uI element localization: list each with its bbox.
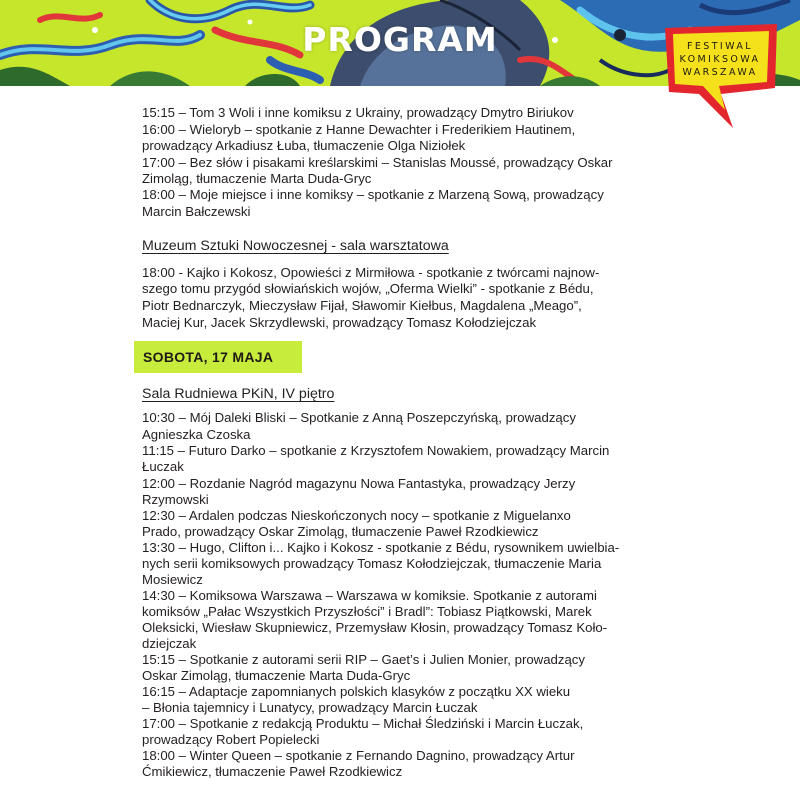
program-line: 18:00 - Kajko i Kokosz, Opowieści z Mirmiłowa - spotkanie z twórcami najnow- <box>142 265 600 280</box>
program-line: Agnieszka Czoska <box>142 427 251 442</box>
program-line: Rzymowski <box>142 492 209 507</box>
program-line: nych serii komiksowych prowadzący Tomasz Kołodziejczak, tłumaczenie Maria <box>142 556 602 571</box>
program-line: 12:30 – Ardalen podczas Nieskończonych nocy – spotkanie z Miguelanxo <box>142 508 571 523</box>
program-line: 14:30 – Komiksowa Warszawa – Warszawa w komiksie. Spotkanie z autorami <box>142 588 597 603</box>
program-line: Prado, prowadzący Oskar Zimoląg, tłumaczenie Paweł Rzodkiewicz <box>142 524 539 539</box>
program-line: 17:00 – Bez słów i pisakami kreślarskimi – Stanislas Moussé, prowadzący Oskar <box>142 155 613 170</box>
program-line: 18:00 – Moje miejsce i inne komiksy – spotkanie z Marzeną Sową, prowadzący <box>142 187 604 202</box>
program-line: 13:30 – Hugo, Clifton i... Kajko i Kokosz - spotkanie z Bédu, rysownikem uwielbia- <box>142 540 620 555</box>
venue-heading: Muzeum Sztuki Nowoczesnej - sala warsztatowa <box>142 238 449 254</box>
program-line: prowadzący Robert Popielecki <box>142 732 320 747</box>
program-line: Maciej Kur, Jacek Skrzydlewski, prowadzący Tomasz Kołodziejczak <box>142 315 537 330</box>
program-line: – Błonia tajemnicy i Lunatycy, prowadzący Marcin Łuczak <box>142 700 478 715</box>
program-line: Ćmikiewicz, tłumaczenie Paweł Rzodkiewicz <box>142 764 403 779</box>
program-line: 11:15 – Futuro Darko – spotkanie z Krzysztofem Nowakiem, prowadzący Marcin <box>142 443 610 458</box>
day-header-bar <box>134 341 302 373</box>
day-label: SOBOTA, 17 MAJA <box>143 349 274 365</box>
program-line: Marcin Bałczewski <box>142 204 251 219</box>
program-line: komiksów „Pałac Wszystkich Przyszłości” i Bradl”: Tobiasz Piątkowski, Marek <box>142 604 592 619</box>
program-line: 16:00 – Wieloryb – spotkanie z Hanne Dewachter i Frederikiem Hautinem, <box>142 122 576 137</box>
program-line: 17:00 – Spotkanie z redakcją Produktu – Michał Śledziński i Marcin Łuczak, <box>142 716 584 731</box>
program-line: 15:15 – Tom 3 Woli i inne komiksu z Ukrainy, prowadzący Dmytro Biriukov <box>142 105 574 120</box>
logo-text-line: FESTIWAL <box>687 41 753 52</box>
program-line: 18:00 – Winter Queen – spotkanie z Fernando Dagnino, prowadzący Artur <box>142 748 575 763</box>
program-line: Oleksicki, Wiesław Skupniewicz, Przemysław Kłosin, prowadzący Tomasz Koło- <box>142 620 608 635</box>
program-line: Oskar Zimoląg, tłumaczenie Marta Duda-Gryc <box>142 668 411 683</box>
program-line: dziejczak <box>142 636 197 651</box>
program-line: szego tomu przygód słowiańskich wojów, „Oferma Wielki” - spotkanie z Bédu, <box>142 281 594 296</box>
program-line: 12:00 – Rozdanie Nagród magazynu Nowa Fantastyka, prowadzący Jerzy <box>142 476 576 491</box>
venue-heading: Sala Rudniewa PKiN, IV piętro <box>142 386 335 402</box>
program-line: 15:15 – Spotkanie z autorami serii RIP – Gaet’s i Julien Monier, prowadzący <box>142 652 585 667</box>
program-line: Mosiewicz <box>142 572 203 587</box>
program-line: Łuczak <box>142 459 184 474</box>
program-line: Piotr Bednarczyk, Mieczysław Fijał, Sławomir Kiełbus, Magdalena „Meago”, <box>142 298 582 313</box>
logo-text-line: WARSZAWA <box>682 67 758 78</box>
program-line: 16:15 – Adaptacje zapomnianych polskich klasyków z początku XX wieku <box>142 684 571 699</box>
logo-text-line: KOMIKSOWA <box>679 54 761 65</box>
program-line: Zimoląg, tłumaczenie Marta Duda-Gryc <box>142 171 372 186</box>
program-line: prowadzący Arkadiusz Łuba, tłumaczenie Olga Niziołek <box>142 138 466 153</box>
page-title: PROGRAM <box>302 20 498 59</box>
program-line: 10:30 – Mój Daleki Bliski – Spotkanie z Anną Poszepczyńską, prowadzący <box>142 410 576 425</box>
